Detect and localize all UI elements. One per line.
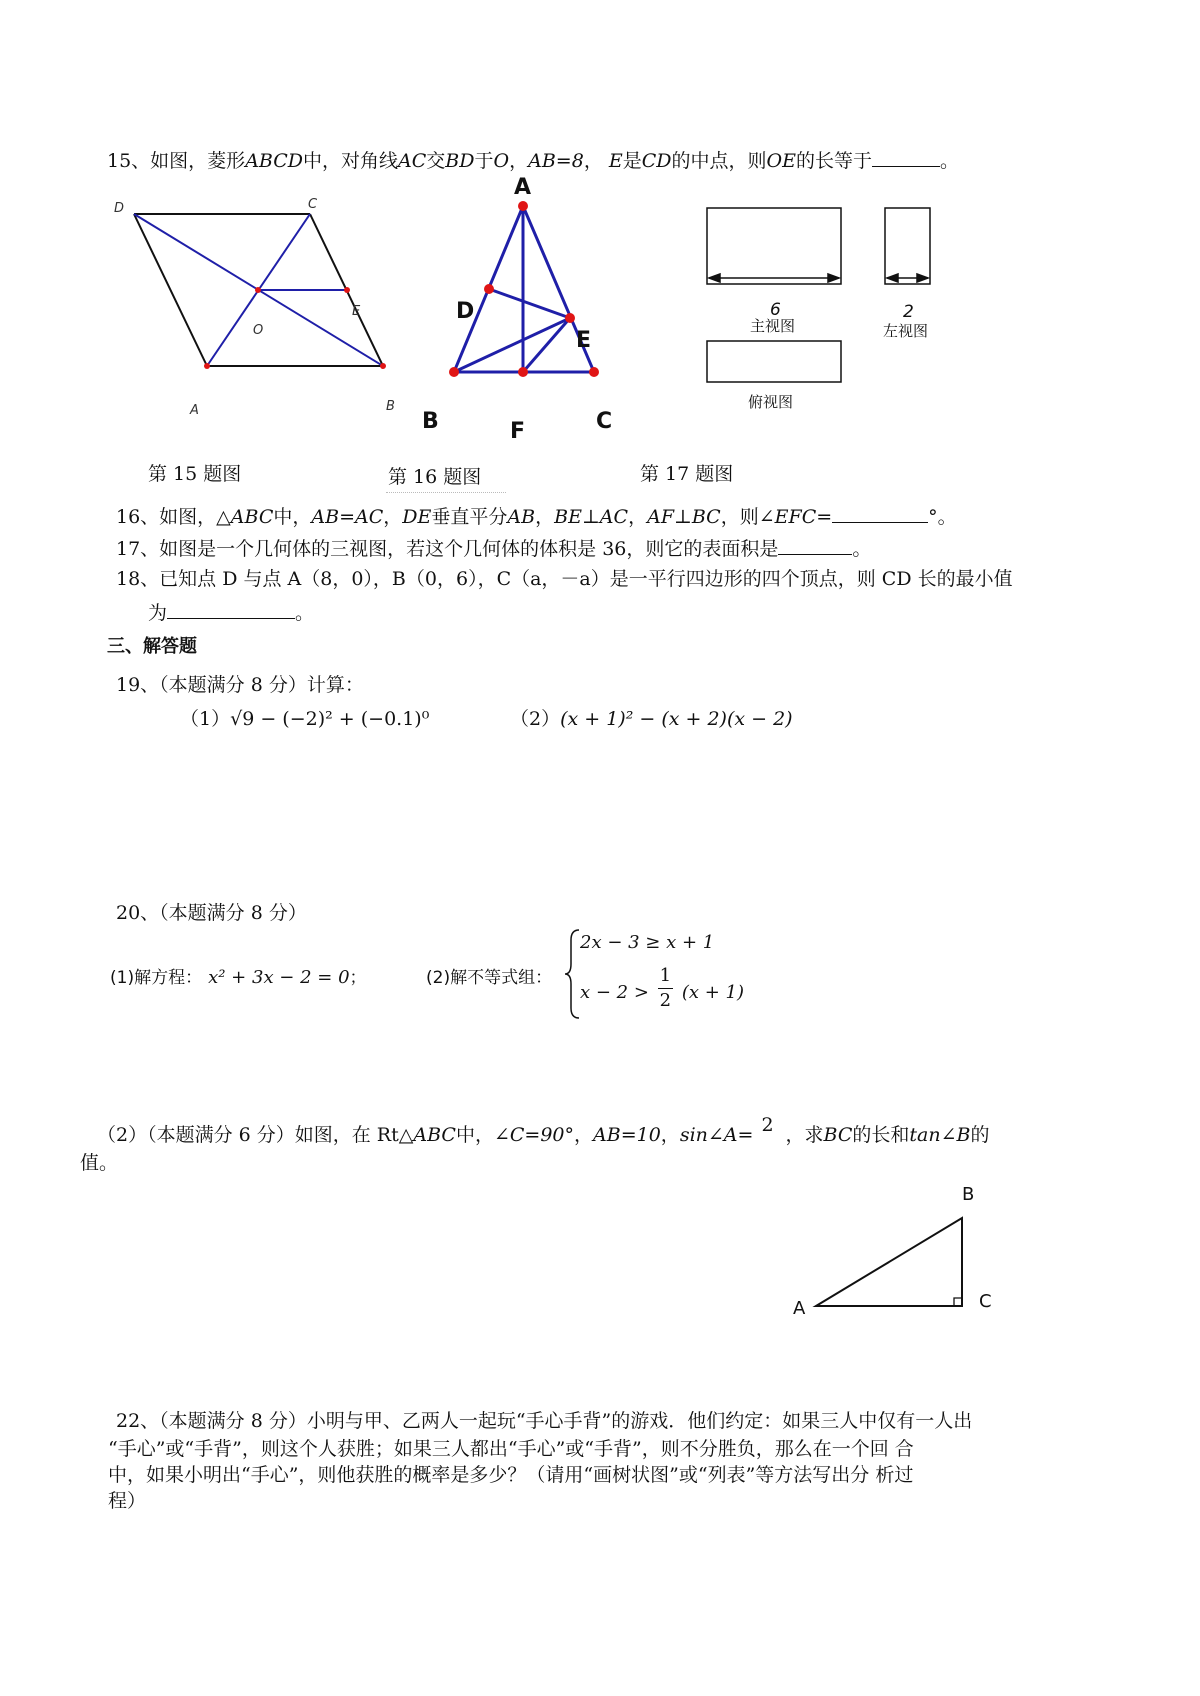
q19-part1: （1）√9 − (−2)² + (−0.1)⁰ — [180, 708, 430, 730]
q19-part2: （2）(x + 1)² − (x + 2)(x − 2) — [510, 708, 793, 730]
fig17-caption: 第 17 题图 — [640, 463, 734, 485]
q20-equation: x² + 3x − 2 = 0 — [208, 967, 350, 988]
q21-right-triangle — [780, 1180, 1020, 1330]
q20-fraction: $\frac{1}{2}$ — [659, 965, 672, 1011]
answer-blank-18[interactable] — [167, 598, 295, 619]
answer-blank-16[interactable] — [832, 502, 928, 523]
q19-expr2: (x + 1)² − (x + 2)(x − 2) — [560, 708, 793, 730]
fig16-label-d: D — [456, 299, 475, 324]
fig15-label-d: D — [114, 201, 125, 216]
q21-label-b: B — [962, 1184, 975, 1205]
fig17-dim-left: 2 — [903, 302, 914, 322]
q21-label-c: C — [979, 1291, 992, 1312]
fig16-label-c: C — [596, 409, 613, 434]
q19-title: 19、（本题满分 8 分）计算： — [116, 674, 364, 696]
q18-line1: 18、已知点 D 与点 A（8，0），B（0，6），C（a，－a）是一平行四边形的四个顶点，则 CD 长的最小值 — [116, 568, 1013, 590]
q16-text: 16、如图，△ABC中，AB=AC，DE垂直平分AB，BE⊥AC，AF⊥BC，则∠EFC= °。 — [116, 502, 957, 530]
fig15-caption: 第 15 题图 — [148, 463, 242, 485]
q20-part1: (1)解方程： x² + 3x − 2 = 0； — [110, 967, 367, 988]
fig16-caption: 第 16 题图 — [388, 466, 482, 488]
q22-line3: 中，如果小明出“手心”，则他获胜的概率是多少？（请用“画树状图”或“列表”等方法写出分 析过 — [108, 1464, 914, 1486]
figure-15-rhombus — [100, 190, 410, 430]
fig16-caption-dots — [386, 492, 506, 493]
section-3-heading: 三、解答题 — [107, 636, 197, 657]
q21-line1: （2）（本题满分 6 分）如图，在 Rt△ABC中，∠C=90°，AB=10，sin∠A= 2 ，求BC的长和tan∠B的 — [97, 1114, 990, 1146]
q22-line4: 程） — [108, 1490, 147, 1512]
q21-label-a: A — [793, 1298, 806, 1319]
q17-text: 17、如图是一个几何体的三视图，若这个几何体的体积是 36，则它的表面积是 。 — [116, 534, 871, 562]
q22-line1: 22、（本题满分 8 分）小明与甲、乙两人一起玩“手心手背”的游戏．他们约定：如果三人中仅有一人出 — [116, 1410, 973, 1432]
fig16-label-a: A — [514, 175, 532, 200]
answer-blank-15[interactable] — [872, 146, 940, 167]
fig15-label-c: C — [308, 197, 318, 212]
q20-title: 20、（本题满分 8 分） — [116, 902, 307, 924]
answer-blank-17[interactable] — [778, 534, 852, 555]
fig15-label-b: B — [386, 399, 395, 414]
q20-part2-label: (2)解不等式组： — [426, 968, 553, 988]
figure-16-triangle — [410, 172, 650, 447]
fig15-label-o: O — [253, 323, 264, 338]
fig16-label-e: E — [576, 328, 592, 353]
fig17-top-label: 俯视图 — [748, 393, 794, 411]
fig17-main-label: 主视图 — [750, 317, 796, 335]
fig15-label-a: A — [190, 403, 199, 418]
fig16-label-b: B — [422, 409, 439, 434]
figure-17-three-views — [700, 200, 970, 430]
q21-line2: 值。 — [80, 1152, 119, 1174]
q15-text: 15、如图，菱形ABCD中，对角线AC交BD于O，AB=8， E是CD的中点，则OE的长等于 。 — [107, 146, 959, 174]
fig16-label-f: F — [510, 419, 526, 444]
fig17-left-label: 左视图 — [883, 322, 929, 340]
q20-inequality-2: x − 2 > $\frac{1}{2}$ (x + 1) — [580, 965, 745, 1011]
q19-expr1: √9 − (−2)² + (−0.1)⁰ — [230, 708, 430, 730]
q20-inequality-1: 2x − 3 ≥ x + 1 — [580, 932, 715, 953]
fig17-dim-main: 6 — [770, 300, 781, 320]
q22-line2: “手心”或“手背”，则这个人获胜；如果三人都出“手心”或“手背”，则不分胜负，那么在一个回 合 — [108, 1438, 914, 1460]
fig15-label-e: E — [352, 304, 361, 319]
q18-line2: 为 。 — [148, 598, 314, 626]
